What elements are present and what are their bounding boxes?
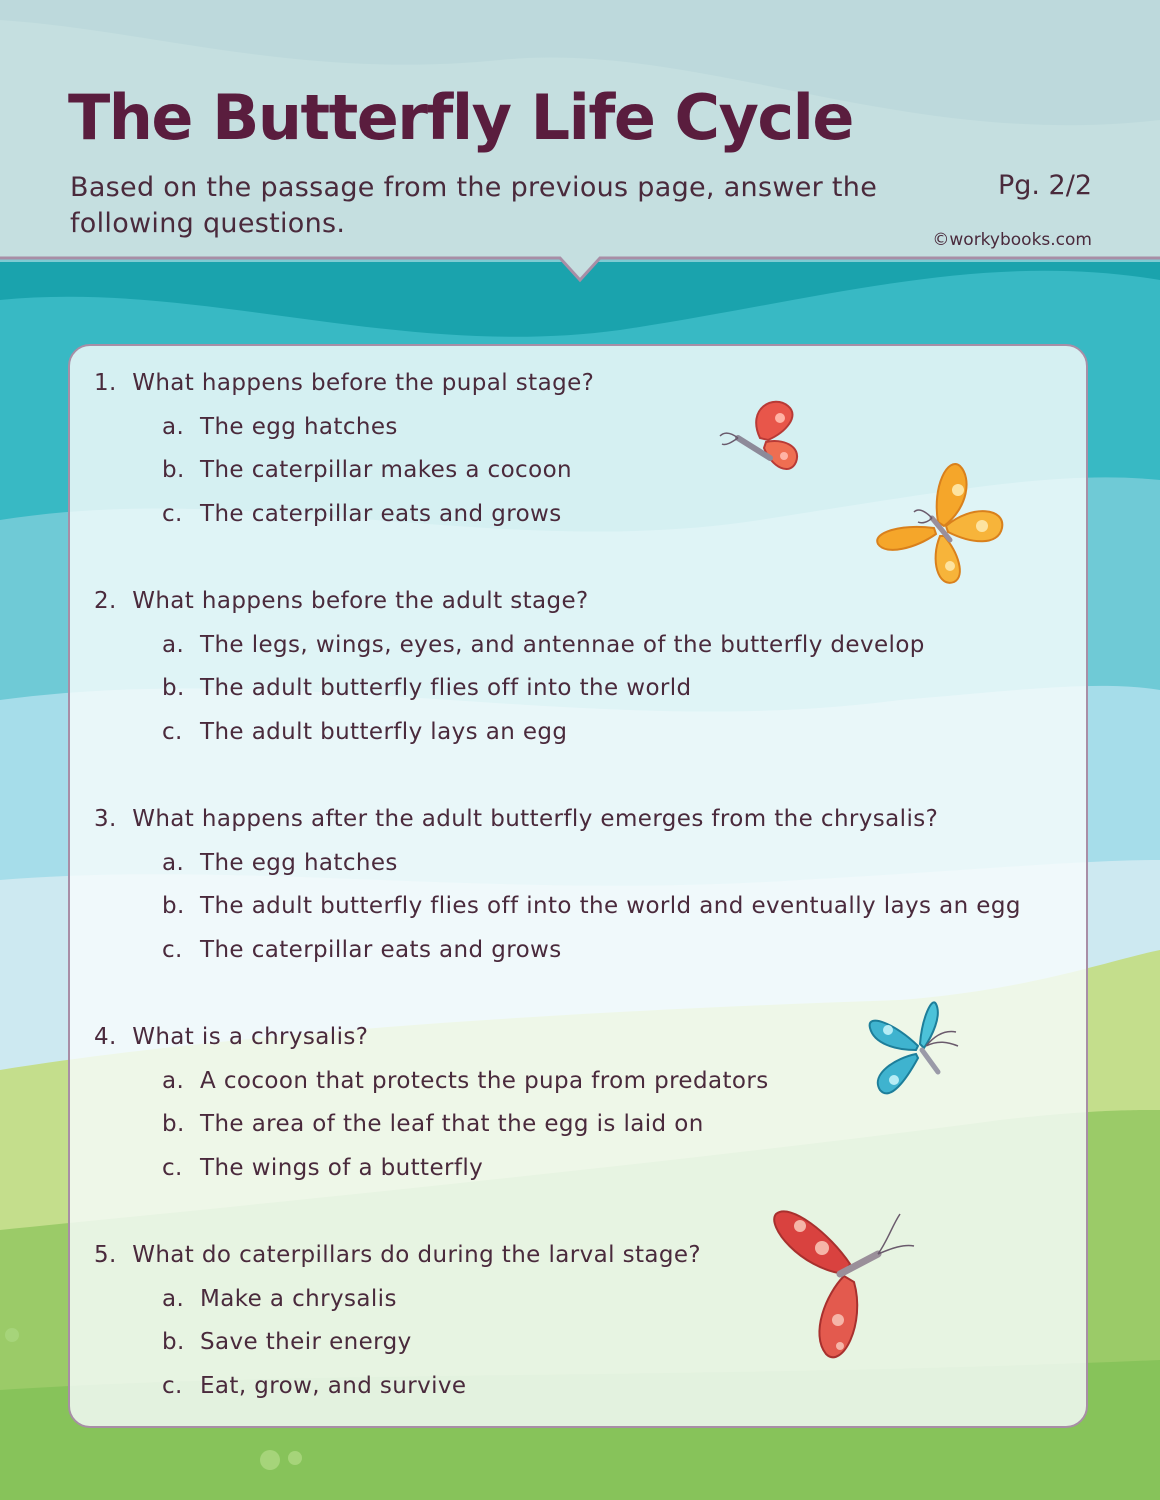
question-2-text: 2. What happens before the adult stage? bbox=[94, 588, 589, 614]
question-2 bbox=[94, 586, 1074, 747]
page-title: The Butterfly Life Cycle bbox=[68, 81, 853, 154]
question-5-option-c[interactable]: c. Eat, grow, and survive bbox=[162, 1372, 467, 1399]
question-1-option-b[interactable]: b. The caterpillar makes a cocoon bbox=[162, 457, 573, 484]
question-5-text: 5. What do caterpillars do during the larval stage? bbox=[94, 1242, 702, 1268]
question-5-option-b[interactable]: b. Save their energy bbox=[162, 1329, 412, 1356]
question-1-option-c[interactable]: c. The caterpillar eats and grows bbox=[162, 500, 562, 527]
question-2-option-b[interactable]: b. The adult butterfly flies off into the world bbox=[162, 675, 692, 702]
orange-butterfly-icon bbox=[872, 456, 1008, 588]
question-4-option-a[interactable]: a. A cocoon that protects the pupa from predators bbox=[162, 1067, 769, 1094]
blue-butterfly-icon bbox=[866, 998, 962, 1098]
question-1-text: 1. What happens before the pupal stage? bbox=[94, 370, 595, 396]
red-butterfly-icon bbox=[716, 398, 806, 480]
question-5-option-a[interactable]: a. Make a chrysalis bbox=[162, 1285, 397, 1312]
question-1-option-a[interactable]: a. The egg hatches bbox=[162, 413, 398, 440]
question-4-text: 4. What is a chrysalis? bbox=[94, 1024, 369, 1050]
instructions-subtitle: Based on the passage from the previous page, answer the following questions. bbox=[70, 172, 878, 239]
question-3 bbox=[94, 804, 1074, 965]
page-number: Pg. 2/2 bbox=[997, 170, 1092, 201]
question-3-option-a[interactable]: a. The egg hatches bbox=[162, 849, 398, 876]
large-red-butterfly-icon bbox=[770, 1204, 918, 1370]
question-3-option-b[interactable]: b. The adult butterfly flies off into the world and eventually lays an egg bbox=[162, 893, 1021, 920]
question-3-text: 3. What happens after the adult butterfly emerges from the chrysalis? bbox=[94, 806, 939, 832]
question-5 bbox=[94, 1240, 1074, 1401]
question-2-option-c[interactable]: c. The adult butterfly lays an egg bbox=[162, 718, 568, 745]
question-3-option-c[interactable]: c. The caterpillar eats and grows bbox=[162, 936, 562, 963]
copyright-notice: ©workybooks.com bbox=[932, 230, 1092, 250]
question-4-option-c[interactable]: c. The wings of a butterfly bbox=[162, 1154, 484, 1181]
question-4-option-b[interactable]: b. The area of the leaf that the egg is laid on bbox=[162, 1111, 704, 1138]
question-2-option-a[interactable]: a. The legs, wings, eyes, and antennae of the butterfly develop bbox=[162, 631, 925, 658]
